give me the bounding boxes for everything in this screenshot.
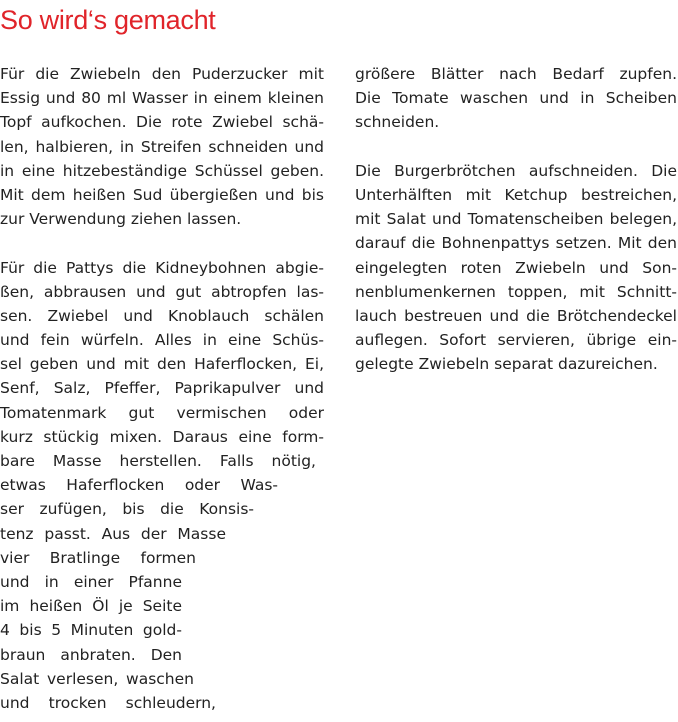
text-line: Die Burgerbrötchen aufschneiden. Die: [355, 161, 677, 180]
paragraph-onion-pickling: [0, 62, 324, 231]
text-line: und fein würfeln. Alles in eine Schüs-: [0, 331, 324, 350]
text-line: und in einer Pfanne: [0, 572, 182, 591]
text-line: sen. Zwiebel und Knoblauch schälen: [0, 306, 324, 325]
text-line: Salat verlesen, waschen: [0, 669, 194, 688]
text-line: im heißen Öl je Seite: [0, 597, 182, 616]
text-line: Für die Zwiebeln den Puderzucker mit: [0, 65, 324, 83]
paragraph-burger-assembly: [355, 159, 677, 377]
text-line: etwas Haferflocken oder Was-: [0, 476, 278, 495]
text-line: und trocken schleudern,: [0, 693, 216, 712]
left-text-column: [0, 62, 324, 715]
text-line: len, halbieren, in Streifen schneiden und: [0, 137, 324, 156]
paragraph-patty-preparation: [0, 256, 324, 716]
text-line: mit Salat und Tomatenscheiben belegen,: [355, 210, 677, 229]
text-line: eingelegten roten Zwiebeln und Son-: [355, 258, 677, 277]
text-line: größere Blätter nach Bedarf zupfen.: [355, 65, 677, 83]
text-line: Senf, Salz, Pfeffer, Paprikapulver und: [0, 379, 324, 398]
text-line: schneiden.: [355, 113, 440, 132]
text-line: bare Masse herstellen. Falls nötig,: [0, 452, 316, 470]
text-line: Unterhälften mit Ketchup bestreichen,: [355, 185, 677, 204]
text-line: Für die Pattys die Kidneybohnen abgie-: [0, 258, 324, 277]
text-line: sel geben und mit den Haferflocken, Ei,: [0, 355, 324, 374]
text-line: in eine hitzebeständige Schüssel geben.: [0, 161, 324, 180]
text-line: vier Bratlinge formen: [0, 548, 196, 567]
section-title: So wird‘s gemacht: [0, 5, 216, 35]
text-line: Mit dem heißen Sud übergießen und bis: [0, 185, 324, 204]
text-line: darauf die Bohnenpattys setzen. Mit den: [355, 234, 677, 253]
text-line: tenz passt. Aus der Masse: [0, 524, 226, 543]
paragraph-gap: [0, 231, 324, 255]
text-line: Topf aufkochen. Die rote Zwiebel schä-: [0, 113, 324, 132]
text-line: lauch bestreuen und die Brötchendeckel: [355, 306, 677, 325]
text-line: ßen, abbrausen und gut abtropfen las-: [0, 282, 324, 301]
paragraph-gap: [355, 135, 677, 159]
paragraph-salad-tomato: [355, 62, 677, 135]
text-line: braun anbraten. Den: [0, 645, 182, 664]
text-line: Die Tomate waschen und in Scheiben: [355, 89, 677, 108]
text-line: auflegen. Sofort servieren, übrige ein-: [355, 331, 677, 350]
text-line: ser zufügen, bis die Konsis-: [0, 500, 254, 519]
text-line: Essig und 80 ml Wasser in einem kleinen: [0, 89, 324, 108]
right-text-column: [355, 62, 677, 376]
text-line: zur Verwendung ziehen lassen.: [0, 210, 242, 229]
text-line: Tomatenmark gut vermischen oder: [0, 403, 324, 422]
text-line: 4 bis 5 Minuten gold-: [0, 621, 182, 640]
text-line: kurz stückig mixen. Daraus eine form-: [0, 427, 324, 446]
text-line: nenblumenkernen toppen, mit Schnitt-: [355, 282, 677, 301]
text-line: gelegte Zwiebeln separat dazureichen.: [355, 355, 658, 374]
